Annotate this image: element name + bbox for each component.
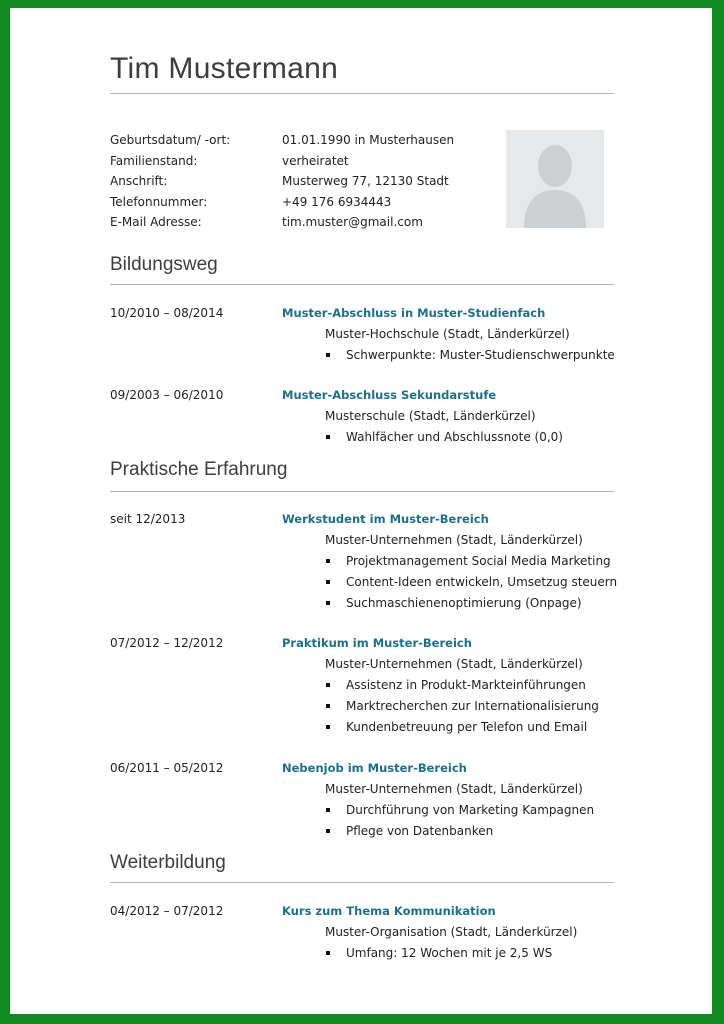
list-item [325, 554, 617, 575]
entry-organization: Muster-Unternehmen (Stadt, Länderkürzel) [325, 782, 583, 796]
list-item [325, 348, 615, 369]
entry-date: 07/2012 – 12/2012 [110, 636, 224, 650]
entry-title: Muster-Abschluss Sekundarstufe [282, 388, 497, 402]
list-item [325, 430, 563, 451]
bullet-text: Wahlfächer und Abschlussnote (0,0) [346, 430, 563, 444]
square-bullet-icon [326, 725, 330, 729]
education-divider [110, 284, 614, 285]
experience-divider [110, 491, 614, 492]
bullet-text: Marktrecherchen zur Internationalisierung [346, 699, 599, 713]
personal-row-email [110, 212, 454, 233]
list-item [325, 720, 599, 741]
email-label: E-Mail Adresse: [110, 215, 202, 230]
section-title-training: Weiterbildung [110, 852, 226, 873]
entry-bullets [325, 946, 552, 967]
list-item [325, 803, 594, 824]
list-item [325, 575, 617, 596]
personal-row-address [110, 171, 454, 192]
email-value: tim.muster@gmail.com [282, 215, 423, 230]
page-title: Tim Mustermann [110, 52, 339, 85]
list-item [325, 596, 617, 617]
personal-info [110, 130, 454, 233]
section-title-experience: Praktische Erfahrung [110, 459, 288, 480]
list-item [325, 678, 599, 699]
list-item [325, 699, 599, 720]
entry-title: Muster-Abschluss in Muster-Studienfach [282, 306, 546, 320]
square-bullet-icon [326, 683, 330, 687]
birth-label: Geburtsdatum/ -ort: [110, 133, 231, 147]
bullet-text: Projektmanagement Social Media Marketing [346, 554, 611, 568]
bullet-text: Schwerpunkte: Muster-Studienschwerpunkte [346, 348, 615, 362]
square-bullet-icon [326, 559, 330, 563]
list-item [325, 946, 552, 967]
list-item [325, 824, 594, 845]
personal-row-status [110, 151, 454, 172]
square-bullet-icon [326, 951, 330, 955]
entry-date: 04/2012 – 07/2012 [110, 904, 224, 918]
entry-organization: Muster-Unternehmen (Stadt, Länderkürzel) [325, 657, 583, 671]
training-divider [110, 882, 614, 883]
entry-bullets [325, 430, 563, 451]
person-silhouette-icon [506, 130, 604, 228]
address-value: Musterweg 77, 12130 Stadt [282, 174, 449, 189]
profile-photo [506, 130, 604, 228]
entry-organization: Musterschule (Stadt, Länderkürzel) [325, 409, 536, 423]
square-bullet-icon [326, 435, 330, 439]
entry-date: 10/2010 – 08/2014 [110, 306, 224, 320]
square-bullet-icon [326, 353, 330, 357]
entry-date: 09/2003 – 06/2010 [110, 388, 224, 402]
bullet-text: Assistenz in Produkt-Markteinführungen [346, 678, 586, 692]
entry-date: seit 12/2013 [110, 512, 186, 526]
title-divider [110, 93, 614, 94]
entry-organization: Muster-Hochschule (Stadt, Länderkürzel) [325, 327, 570, 341]
address-label: Anschrift: [110, 174, 168, 189]
bullet-text: Kundenbetreuung per Telefon und Email [346, 720, 588, 734]
square-bullet-icon [326, 829, 330, 833]
bullet-text: Umfang: 12 Wochen mit je 2,5 WS [346, 946, 553, 960]
entry-bullets [325, 803, 594, 845]
entry-title: Kurs zum Thema Kommunikation [282, 904, 496, 918]
status-value: verheiratet [282, 153, 349, 168]
bullet-text: Pflege von Datenbanken [346, 824, 494, 838]
square-bullet-icon [326, 704, 330, 708]
entry-organization: Muster-Unternehmen (Stadt, Länderkürzel) [325, 533, 583, 547]
entry-title: Praktikum im Muster-Bereich [282, 636, 472, 650]
entry-organization: Muster-Organisation (Stadt, Länderkürzel) [325, 925, 578, 939]
entry-date: 06/2011 – 05/2012 [110, 761, 224, 775]
cv-page [10, 8, 712, 1014]
entry-title: Nebenjob im Muster-Bereich [282, 761, 467, 775]
square-bullet-icon [326, 808, 330, 812]
personal-row-birth [110, 130, 454, 151]
entry-bullets [325, 554, 617, 617]
entry-bullets [325, 678, 599, 741]
entry-bullets [325, 348, 615, 369]
bullet-text: Suchmaschienenoptimierung (Onpage) [346, 596, 582, 610]
status-label: Familienstand: [110, 153, 198, 168]
section-title-education: Bildungsweg [110, 254, 218, 275]
bullet-text: Durchführung von Marketing Kampagnen [346, 803, 595, 817]
bullet-text: Content-Ideen entwickeln, Umsetzug steuern [346, 575, 618, 589]
birth-value: 01.01.1990 in Musterhausen [282, 133, 455, 147]
phone-value: +49 176 6934443 [282, 194, 392, 209]
personal-row-phone [110, 192, 454, 213]
square-bullet-icon [326, 580, 330, 584]
square-bullet-icon [326, 601, 330, 605]
entry-title: Werkstudent im Muster-Bereich [282, 512, 489, 526]
phone-label: Telefonnummer: [110, 194, 208, 209]
